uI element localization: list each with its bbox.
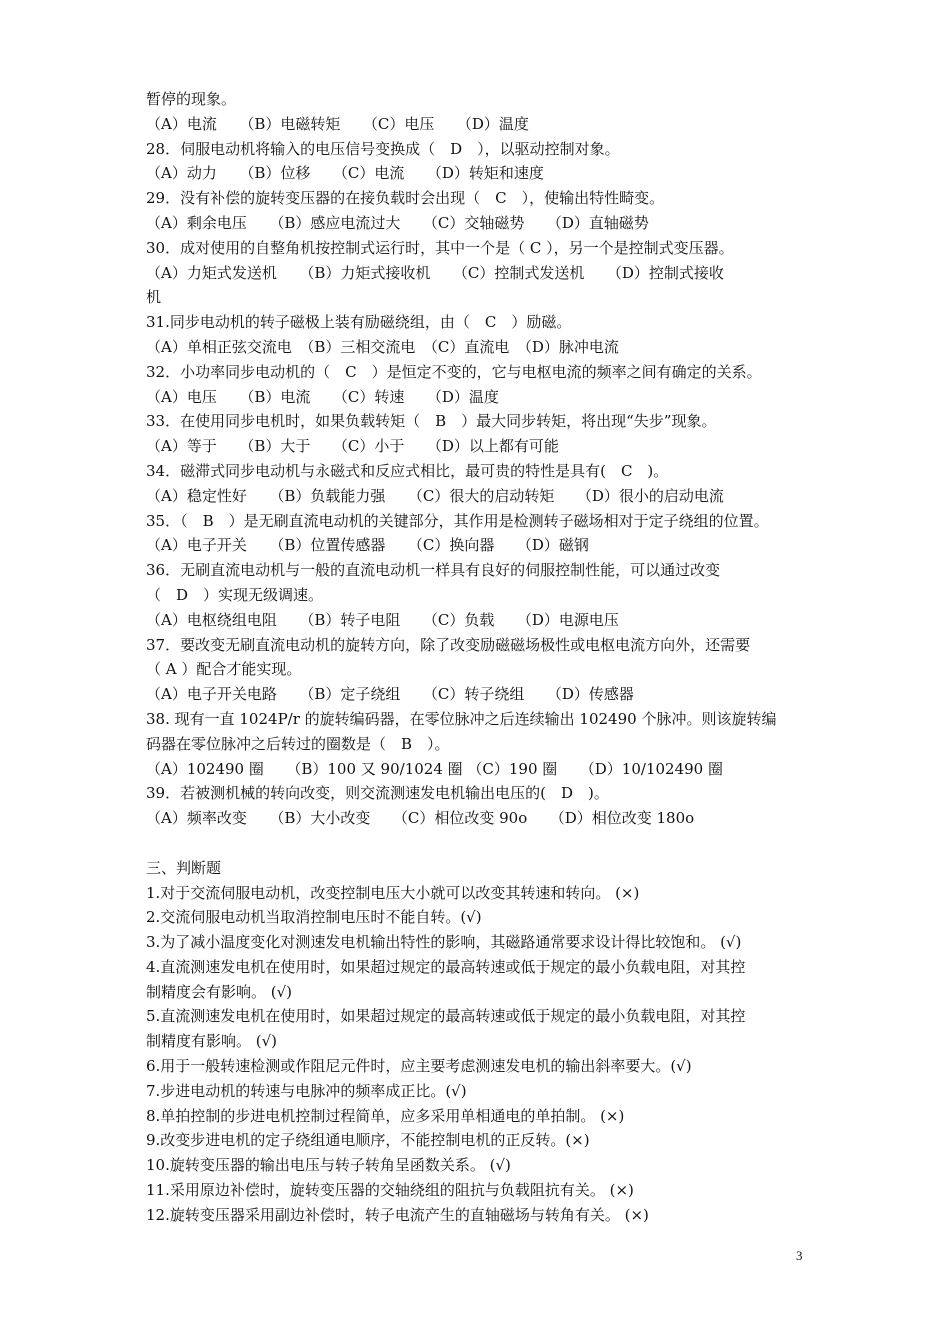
judgment-item-line: 8.单拍控制的步进电机控制过程简单，应多采用单相通电的单拍制。 (×) — [146, 1106, 625, 1125]
section-heading: 三、判断题 — [146, 858, 222, 877]
text-line: 36．无刷直流电动机与一般的直流电动机一样具有良好的伺服控制性能，可以通过改变 — [146, 561, 721, 580]
text-line: （ D ）实现无级调速。 — [146, 585, 324, 604]
text-line: （A）单相正弦交流电 （B）三相交流电 （C）直流电 （D）脉冲电流 — [146, 337, 619, 356]
text-line: 33．在使用同步电机时，如果负载转矩（ B ）最大同步转矩，将出现“失步”现象。 — [146, 412, 717, 431]
text-line: （A）102490 圈 （B）100 又 90/1024 圈 （C）190 圈 （D）10/102490 圈 — [146, 759, 723, 778]
text-line: 码器在零位脉冲之后转过的圈数是（ B ）。 — [146, 734, 450, 753]
true-false-section — [146, 881, 812, 1228]
judgment-item-line: 12.旋转变压器采用副边补偿时，转子电流产生的直轴磁场与转角有关。 (×) — [146, 1205, 649, 1224]
judgment-item-line: 9.改变步进电机的定子绕组通电顺序，不能控制电机的正反转。(×) — [146, 1131, 590, 1150]
judgment-item-line: 制精度有影响。 (√) — [146, 1032, 278, 1051]
section-spacer — [146, 831, 812, 856]
text-line: 37．要改变无刷直流电动机的旋转方向，除了改变励磁磁场极性或电枢电流方向外，还需要 — [146, 635, 751, 654]
text-line: （A）剩余电压 （B）感应电流过大 （C）交轴磁势 （D）直轴磁势 — [146, 213, 649, 232]
text-line: 34．磁滞式同步电动机与永磁式和反应式相比，最可贵的特性是具有( C )。 — [146, 461, 669, 480]
text-line: 暂停的现象。 — [146, 90, 237, 108]
judgment-item-line: 4.直流测速发电机在使用时，如果超过规定的最高转速或低于规定的最小负载电阻，对其控 — [146, 957, 746, 976]
text-line: （A）频率改变 （B）大小改变 （C）相位改变 90o （D）相位改变 180o — [146, 809, 695, 828]
text-line: 30．成对使用的自整角机按控制式运行时，其中一个是（ C ），另一个是控制式变压器。 — [146, 238, 734, 257]
text-line: 28．伺服电动机将输入的电压信号变换成（ D ），以驱动控制对象。 — [146, 139, 620, 158]
judgment-item-line: 10.旋转变压器的输出电压与转子转角呈函数关系。 (√) — [146, 1156, 511, 1175]
text-line: （A）力矩式发送机 （B）力矩式接收机 （C）控制式发送机 （D）控制式接收 — [146, 263, 724, 282]
judgment-item-line: 1.对于交流伺服电动机，改变控制电压大小就可以改变其转速和转向。 (×) — [146, 883, 640, 902]
text-line: （ A ）配合才能实现。 — [146, 660, 302, 679]
document-body — [146, 87, 812, 1228]
judgment-item-line: 5.直流测速发电机在使用时，如果超过规定的最高转速或低于规定的最小负载电阻，对其控 — [146, 1007, 746, 1026]
text-line: （A）稳定性好 （B）负载能力强 （C）很大的启动转矩 （D）很小的启动电流 — [146, 486, 724, 505]
text-line: （A）等于 （B）大于 （C）小于 （D）以上都有可能 — [146, 437, 559, 456]
text-line: 29．没有补偿的旋转变压器的在接负载时会出现（ C ），使输出特性畸变。 — [146, 189, 665, 208]
text-line: 39．若被测机械的转向改变，则交流测速发电机输出电压的( D )。 — [146, 784, 609, 803]
text-line: （A）电子开关电路 （B）定子绕组 （C）转子绕组 （D）传感器 — [146, 685, 634, 704]
judgment-item-line: 2.交流伺服电动机当取消控制电压时不能自转。(√) — [146, 908, 482, 927]
judgment-item-line: 7.步进电动机的转速与电脉冲的频率成正比。(√) — [146, 1081, 467, 1100]
text-line: 32．小功率同步电动机的（ C ）是恒定不变的，它与电枢电流的频率之间有确定的关系。 — [146, 362, 762, 381]
page-number: 3 — [796, 1248, 803, 1263]
text-line: （A）电子开关 （B）位置传感器 （C）换向器 （D）磁钢 — [146, 536, 589, 555]
text-line: 机 — [146, 288, 162, 307]
judgment-item-line: 11.采用原边补偿时，旋转变压器的交轴绕组的阻抗与负载阻抗有关。 (×) — [146, 1181, 634, 1200]
judgment-item-line: 6.用于一般转速检测或作阻尼元件时，应主要考虑测速发电机的输出斜率要大。(√) — [146, 1057, 692, 1076]
text-line: （A）电流 （B）电磁转矩 （C）电压 （D）温度 — [146, 114, 529, 133]
text-line: （A）电压 （B）电流 （C）转速 （D）温度 — [146, 387, 499, 406]
multiple-choice-section — [146, 87, 812, 831]
text-line: 31.同步电动机的转子磁极上装有励磁绕组，由（ C ）励磁。 — [146, 313, 572, 332]
text-line: （A）动力 （B）位移 （C）电流 （D）转矩和速度 — [146, 164, 544, 183]
text-line: （A）电枢绕组电阻 （B）转子电阻 （C）负载 （D）电源电压 — [146, 610, 619, 629]
text-line: 38. 现有一直 1024P/r 的旋转编码器，在零位脉冲之后连续输出 102490 个脉冲。则该旋转编 — [146, 709, 777, 728]
judgment-item-line: 3.为了减小温度变化对测速发电机输出特性的影响，其磁路通常要求设计得比较饱和。 (√) — [146, 933, 742, 952]
text-line: 35．（ B ）是无刷直流电动机的关键部分，其作用是检测转子磁场相对于定子绕组的位置。 — [146, 511, 769, 530]
judgment-item-line: 制精度会有影响。 (√) — [146, 982, 293, 1001]
